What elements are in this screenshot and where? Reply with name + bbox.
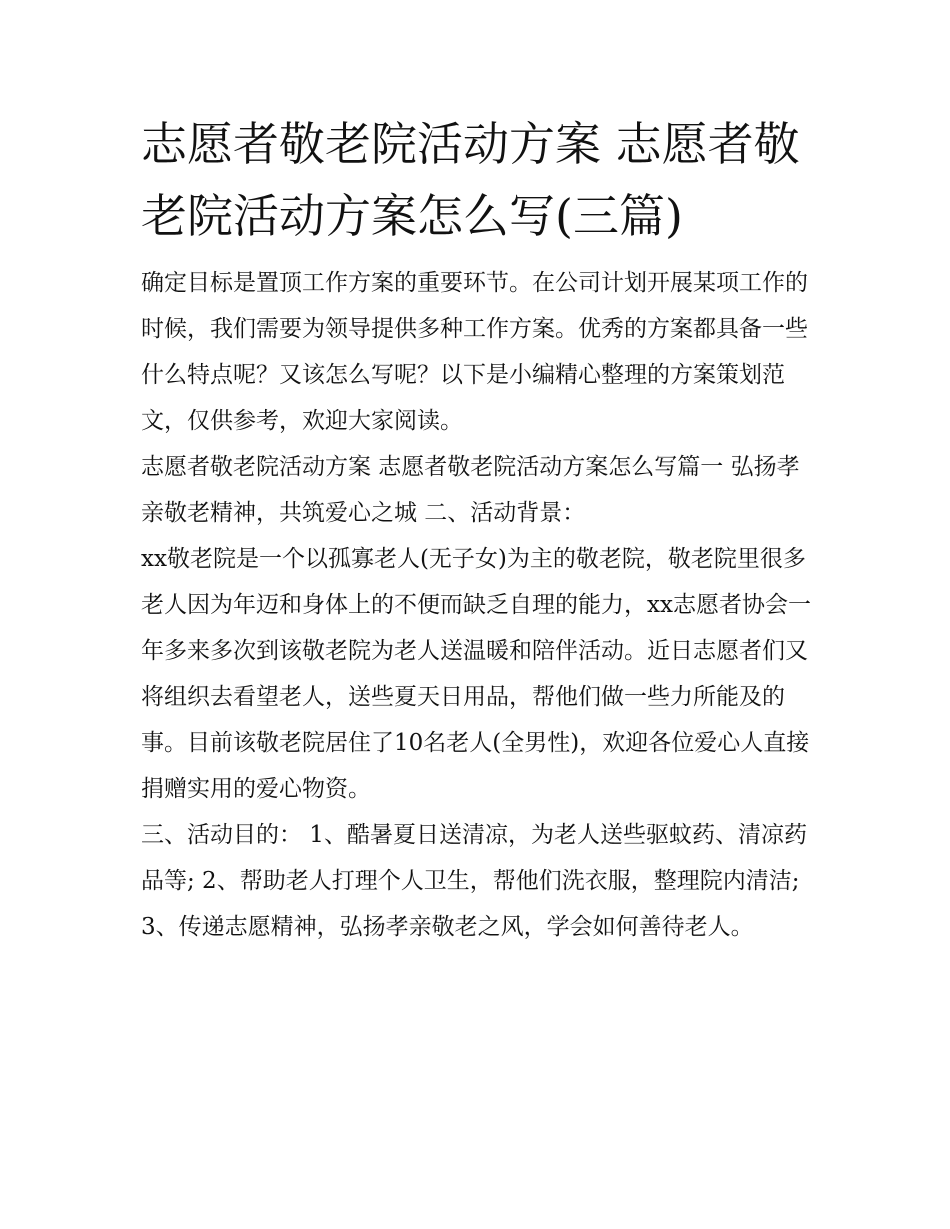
document-title: 志愿者敬老院活动方案 志愿者敬老院活动方案怎么写(三篇) [141, 117, 800, 243]
paragraph-list [141, 260, 813, 950]
paragraph-intro: 确定目标是置顶工作方案的重要环节。在公司计划开展某项工作的时候，我们需要为领导提供多种工作方案。优秀的方案都具备一些什么特点呢？又该怎么写呢？以下是小编精心整理的方案策划范文，仅供参考，欢迎大家阅读。 [141, 270, 808, 434]
paragraph-background: xx敬老院是一个以孤寡老人(无子女)为主的敬老院，敬老院里很多老人因为年迈和身体上的不便而缺乏自理的能力，xx志愿者协会一年多来多次到该敬老院为老人送温暖和陪伴活动。近日志愿者们又将组织去看望老人，送些夏天日用品，帮他们做一些力所能及的事。目前该敬老院居住了10名老人(全男性)，欢迎各位爱心人直接捐赠实用的爱心物资。 [141, 546, 811, 802]
paragraph-purpose-3: 3、传递志愿精神，弘扬孝亲敬老之风，学会如何善待老人。 [141, 914, 754, 940]
paragraph-purpose: 三、活动目的： 1、酷暑夏日送清凉，为老人送些驱蚊药、清凉药品等; 2、帮助老人打理个人卫生，帮他们洗衣服，整理院内清洁; [141, 822, 807, 894]
paragraph-section-heading: 志愿者敬老院活动方案 志愿者敬老院活动方案怎么写篇一 弘扬孝亲敬老精神，共筑爱心之城 二、活动背景： [141, 454, 800, 526]
document-body [141, 108, 813, 950]
